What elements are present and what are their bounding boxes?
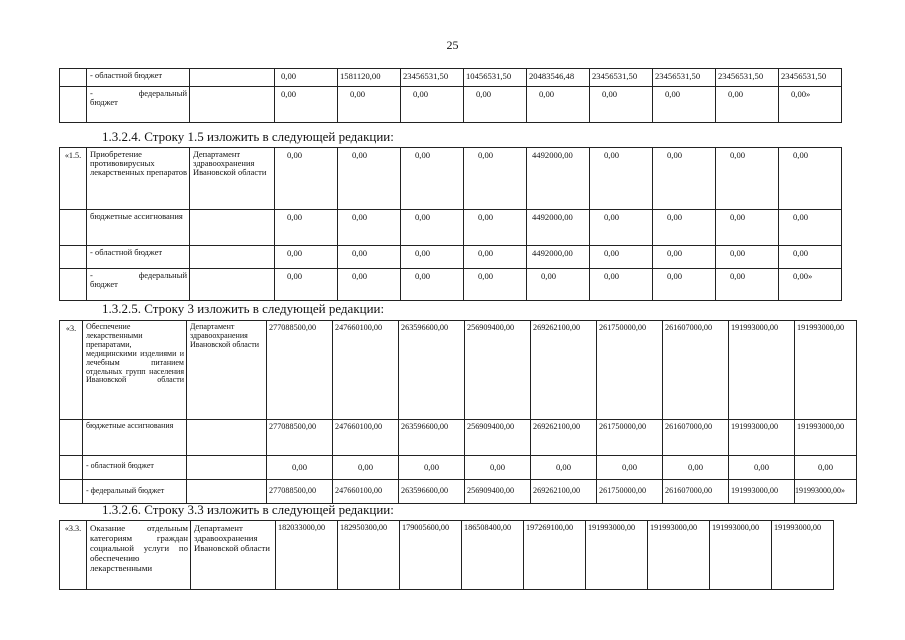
- value-cell: 263596600,00: [399, 420, 465, 456]
- value-cell: 23456531,50: [716, 69, 779, 87]
- value-cell: 0,00: [464, 246, 527, 269]
- value-cell: 0,00: [464, 87, 527, 123]
- value-cell: 191993000,00: [710, 521, 772, 590]
- value-cell: 191993000,00»: [795, 480, 857, 504]
- value-cell: 0,00: [464, 148, 527, 210]
- page-number: 25: [446, 38, 459, 52]
- value-cell: 0,00: [338, 269, 401, 301]
- value-cell: 23456531,50: [590, 69, 653, 87]
- value-cell: 277088500,00: [267, 480, 333, 504]
- value-cell: 256909400,00: [465, 420, 531, 456]
- value-cell: 0,00: [401, 269, 464, 301]
- section-heading: 1.3.2.5. Строку 3 изложить в следующей редакции:: [102, 301, 385, 316]
- table-row: [60, 148, 842, 210]
- value-cell: 0,00: [590, 210, 653, 246]
- value-cell: 0,00: [527, 269, 590, 301]
- table-row: [60, 210, 842, 246]
- value-cell: 261607000,00: [663, 321, 729, 420]
- table-row: [60, 69, 842, 87]
- value-cell: 0,00: [275, 246, 338, 269]
- value-cell: 269262100,00: [531, 420, 597, 456]
- value-cell: 191993000,00: [586, 521, 648, 590]
- value-cell: 191993000,00: [729, 480, 795, 504]
- row-label: - областной бюджет: [87, 69, 190, 87]
- value-cell: 269262100,00: [531, 321, 597, 420]
- value-cell: 0,00: [275, 269, 338, 301]
- value-cell: 0,00: [275, 87, 338, 123]
- value-cell: 0,00: [653, 87, 716, 123]
- value-cell: 191993000,00: [729, 321, 795, 420]
- table-row: [60, 456, 857, 480]
- value-cell: 23456531,50: [401, 69, 464, 87]
- table-row-3-3: [59, 520, 834, 590]
- value-cell: 1581120,00: [338, 69, 401, 87]
- table-continuation: [59, 68, 842, 123]
- value-cell: 0,00: [338, 246, 401, 269]
- value-cell: 261750000,00: [597, 420, 663, 456]
- value-cell: 247660100,00: [333, 420, 399, 456]
- value-cell: 191993000,00: [729, 420, 795, 456]
- executor: Департамент здравоохранения Ивановской области: [190, 148, 275, 210]
- executor: Департамент здравоохранения Ивановской области: [187, 321, 267, 420]
- value-cell: 0,00: [597, 456, 663, 480]
- item-name: Оказание отдельным категориям граждан социальной услуги по обеспечению лекарственными: [87, 521, 191, 590]
- table-row-3: [59, 320, 857, 504]
- row-label: - федеральный бюджет: [83, 480, 187, 504]
- row-label: - федеральный бюджет: [87, 269, 190, 301]
- value-cell: 0,00: [779, 210, 842, 246]
- value-cell: 4492000,00: [527, 148, 590, 210]
- value-cell: 0,00: [401, 210, 464, 246]
- row-number: «1.5.: [60, 148, 87, 210]
- value-cell: 0,00: [779, 148, 842, 210]
- value-cell: 4492000,00: [527, 246, 590, 269]
- value-cell: 0,00: [531, 456, 597, 480]
- row-label: бюджетные ассигнования: [87, 210, 190, 246]
- value-cell: 4492000,00: [527, 210, 590, 246]
- value-cell: 10456531,50: [464, 69, 527, 87]
- value-cell: 0,00: [590, 246, 653, 269]
- table-row: [60, 521, 834, 590]
- table-row-1-5: [59, 147, 842, 301]
- value-cell: 0,00: [275, 210, 338, 246]
- value-cell: 0,00: [590, 148, 653, 210]
- executor: Департамент здравоохранения Ивановской области: [191, 521, 276, 590]
- value-cell: 191993000,00: [795, 321, 857, 420]
- value-cell: 0,00: [333, 456, 399, 480]
- item-name: Обеспечение лекарственными препаратами, медицинскими изделиями и лечебным питанием отдельных групп населения Ивановской области: [83, 321, 187, 420]
- value-cell: 277088500,00: [267, 420, 333, 456]
- value-cell: 0,00: [275, 148, 338, 210]
- value-cell: 247660100,00: [333, 480, 399, 504]
- value-cell: 0,00: [401, 246, 464, 269]
- value-cell: 269262100,00: [531, 480, 597, 504]
- value-cell: 0,00: [716, 148, 779, 210]
- section-heading: 1.3.2.4. Строку 1.5 изложить в следующей редакции:: [102, 129, 394, 144]
- value-cell: 261750000,00: [597, 321, 663, 420]
- value-cell: 182033000,00: [276, 521, 338, 590]
- value-cell: 0,00: [338, 87, 401, 123]
- value-cell: 0,00: [653, 246, 716, 269]
- value-cell: 191993000,00: [795, 420, 857, 456]
- table-row: [60, 246, 842, 269]
- item-name: Приобретение противовирусных лекарственных препаратов: [87, 148, 190, 210]
- value-cell: 256909400,00: [465, 480, 531, 504]
- value-cell: 23456531,50: [653, 69, 716, 87]
- value-cell: 0,00: [716, 269, 779, 301]
- table-row: [60, 420, 857, 456]
- value-cell: 0,00: [653, 210, 716, 246]
- value-cell: 0,00: [464, 269, 527, 301]
- value-cell: 0,00: [795, 456, 857, 480]
- value-cell: 0,00: [275, 69, 338, 87]
- value-cell: 0,00»: [779, 269, 842, 301]
- value-cell: 0,00: [465, 456, 531, 480]
- value-cell: 186508400,00: [462, 521, 524, 590]
- value-cell: 0,00: [401, 148, 464, 210]
- value-cell: 20483546,48: [527, 69, 590, 87]
- row-number: «3.3.: [60, 521, 87, 590]
- value-cell: 0,00: [590, 87, 653, 123]
- row-label: - областной бюджет: [87, 246, 190, 269]
- row-label: бюджетные ассигнования: [83, 420, 187, 456]
- value-cell: 0,00: [464, 210, 527, 246]
- value-cell: 0,00: [729, 456, 795, 480]
- value-cell: 263596600,00: [399, 480, 465, 504]
- value-cell: 0,00: [338, 148, 401, 210]
- value-cell: 0,00: [716, 87, 779, 123]
- value-cell: 0,00: [338, 210, 401, 246]
- table-row: [60, 321, 857, 420]
- value-cell: 263596600,00: [399, 321, 465, 420]
- value-cell: 0,00: [267, 456, 333, 480]
- value-cell: 182950300,00: [338, 521, 400, 590]
- value-cell: 261607000,00: [663, 420, 729, 456]
- table-row: [60, 87, 842, 123]
- value-cell: 0,00: [663, 456, 729, 480]
- value-cell: 0,00: [716, 246, 779, 269]
- value-cell: 247660100,00: [333, 321, 399, 420]
- value-cell: 0,00: [653, 269, 716, 301]
- value-cell: 0,00: [401, 87, 464, 123]
- section-heading: 1.3.2.6. Строку 3.3 изложить в следующей редакции:: [102, 502, 394, 517]
- value-cell: 261750000,00: [597, 480, 663, 504]
- value-cell: 0,00: [716, 210, 779, 246]
- value-cell: 0,00: [779, 246, 842, 269]
- value-cell: 0,00: [653, 148, 716, 210]
- value-cell: 179005600,00: [400, 521, 462, 590]
- value-cell: 191993000,00: [648, 521, 710, 590]
- value-cell: 191993000,00: [772, 521, 834, 590]
- table-row: [60, 269, 842, 301]
- value-cell: 0,00»: [779, 87, 842, 123]
- row-number: «3.: [60, 321, 83, 420]
- value-cell: 256909400,00: [465, 321, 531, 420]
- value-cell: 0,00: [527, 87, 590, 123]
- table-row: [60, 480, 857, 504]
- value-cell: 261607000,00: [663, 480, 729, 504]
- row-label: - федеральный бюджет: [87, 87, 190, 123]
- value-cell: 23456531,50: [779, 69, 842, 87]
- value-cell: 0,00: [590, 269, 653, 301]
- row-label: - областной бюджет: [83, 456, 187, 480]
- value-cell: 277088500,00: [267, 321, 333, 420]
- value-cell: 0,00: [399, 456, 465, 480]
- value-cell: 197269100,00: [524, 521, 586, 590]
